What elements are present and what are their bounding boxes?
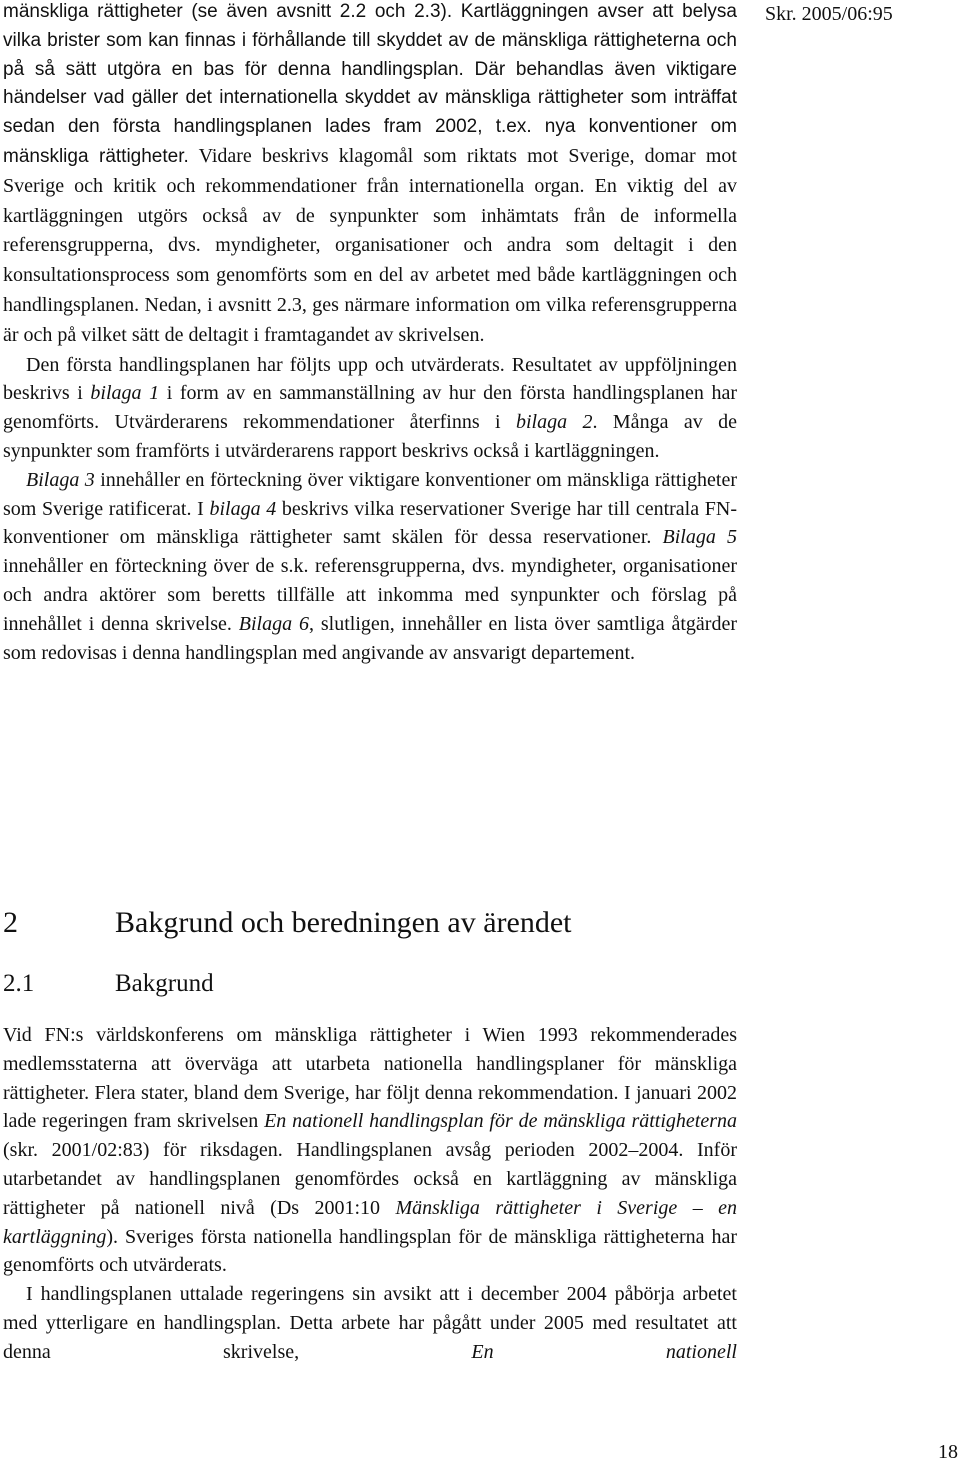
subsection-heading	[3, 966, 214, 1002]
section-number: 2	[3, 906, 18, 939]
paragraph-appendices: Bilaga 3 innehåller en förteckning över viktigare konventioner om mänskliga rättigheter som Sverige ratificerat. I bilaga 4 beskrivs vilka reservationer Sverige har till centrala FN- konventioner om mänskliga rättigheter samt skälen för dessa reservationer. Bilaga 5 innehåller en förteckning över de s.k. referensgrupperna, dvs. myndigheter, organisationer och andra aktörer som beretts tillfälle att inkomma med synpunkter och förslag på innehållet i denna skrivelse. Bilaga 6, slutligen, innehåller en lista över samtliga åtgärder som redovisas i denna handlingsplan med angivande av ansvarigt departement.	[3, 468, 737, 664]
paragraph-follow-up: Den första handlingsplanen har följts upp och utvärderats. Resultatet av uppföljningen beskrivs i bilaga 1 i form av en sammanställning av hur den första handlingsplanen har genomförts. Utvärderarens rekommendationer återfinns i bilaga 2. Många av de synpunkter som framförts i utvärderarens rapport beskrivs också i kartläggningen.	[3, 353, 738, 462]
document-reference: Skr. 2005/06:95	[765, 3, 893, 25]
page-number: 18	[938, 1441, 958, 1463]
section-heading	[3, 903, 572, 943]
intro-column	[3, 0, 737, 667]
subsection-number: 2.1	[3, 970, 35, 997]
paragraph-background: Vid FN:s världskonferens om mänskliga rättigheter i Wien 1993 rekommenderades medlemsstaterna att överväga att utarbeta nationella handlingsplaner för mänskliga rättigheter. Flera stater, bland dem Sverige, har följt denna rekommendation. I januari 2002 lade regeringen fram skrivelsen En nationell handlingsplan för de mänskliga rättigheterna (skr. 2001/02:83) för riksdagen. Handlingsplanen avsåg perioden 2002–2004. Inför utarbetandet av handlingsplanen genomfördes också en kartläggning av mänskliga rättigheter på nationell nivå (Ds 2001:10 Mänskliga rättigheter i Sverige – en kartläggning). Sveriges första nationella handlingsplan för de mänskliga rättigheterna har genomförts och utvärderats.	[3, 1024, 737, 1277]
subsection-title: Bakgrund	[115, 970, 214, 997]
paragraph-part: mänskliga rättigheter (se även avsnitt 2.2 och 2.3). Kartläggningen avser att belysa vilka brister som kan finnas i förhållande till skyddet av de mänskliga rättigheterna och på så sätt utgöra en bas för denna handlingsplan. Där behandlas även viktigare händelser vad gäller det internationella skyddet av mänskliga rättigheter som inträffat sedan den första handlingsplanen lades fram 2002, t.ex. nya konventioner om mänskliga rättigheter.	[3, 1, 737, 167]
paragraph-mapping-description	[3, 0, 737, 351]
paragraph-part: Vidare beskrivs klagomål som riktats mot Sverige, domar mot Sverige och kritik och rekommendationer från internationella organ. En viktig del av kartläggningen utgörs också av de synpunkter som inhämtats från de informella referensgrupperna, dvs. myndigheter, organisationer och andra som deltagit i den konsultationsprocess som genomförts som en del av arbetet med både kartläggningen och handlingsplanen. Nedan, i avsnitt 2.3, ges närmare information om vilka referensgrupperna är och på vilket sätt de deltagit i framtagandet av skrivelsen.	[3, 144, 737, 346]
section-title: Bakgrund och beredningen av ärendet	[115, 906, 572, 939]
paragraph-new-plan: I handlingsplanen uttalade regeringens sin avsikt att i december 2004 påbörja arbetet med ytterligare en handlingsplan. Detta arbete har pågått under 2005 med resultatet att denna skrivelse, En nationell	[3, 1283, 737, 1363]
body-column	[3, 1021, 737, 1367]
